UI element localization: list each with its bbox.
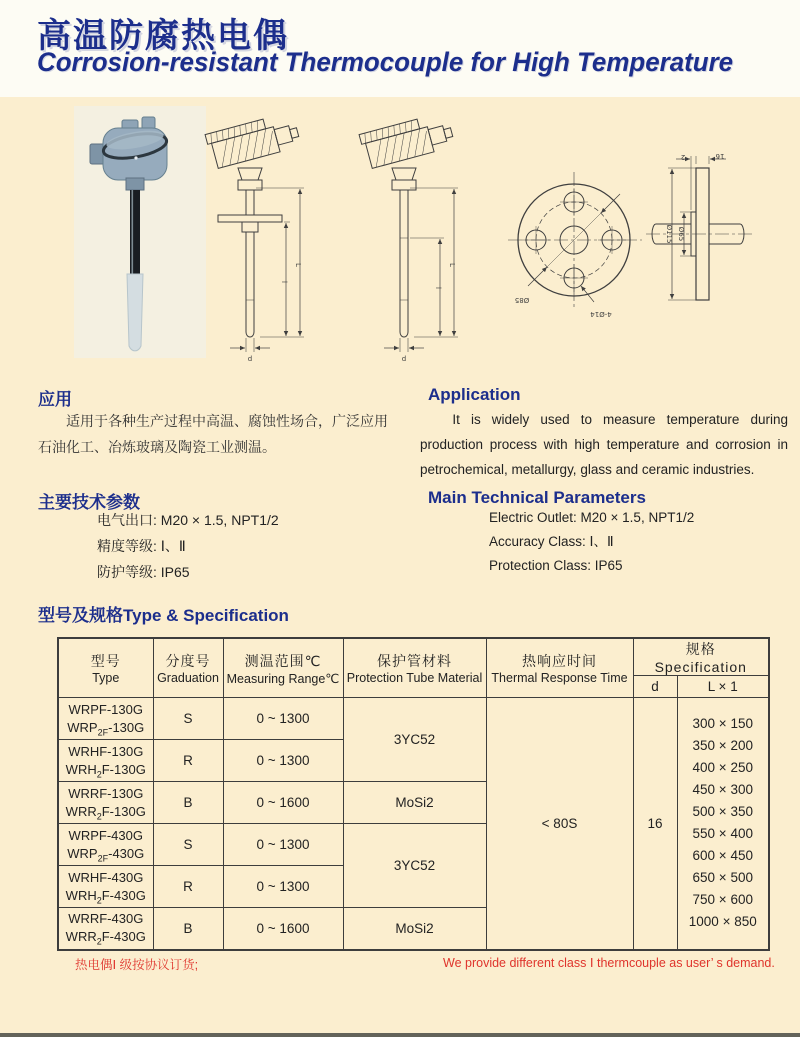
type-sub: 2 bbox=[96, 895, 102, 906]
col-type-en: Type bbox=[92, 671, 120, 685]
lx1-value: 500 × 350 bbox=[692, 804, 753, 820]
lx1-value: 300 × 150 bbox=[692, 716, 753, 732]
graduation-cell: B bbox=[153, 782, 223, 824]
dim-label-bolt-circle: Ø85 bbox=[514, 296, 530, 304]
col-header-type bbox=[58, 638, 153, 698]
dim-label-bolt-holes: 4-Ø14 bbox=[590, 310, 612, 318]
tube-material-cell: MoSi2 bbox=[343, 782, 486, 824]
lx1-value: 550 × 400 bbox=[692, 826, 753, 842]
range-cell: 0 ~ 1300 bbox=[223, 698, 343, 740]
application-body-zh: 适用于各种生产过程中高温、腐蚀性场合，广泛应用石油化工、冶炼玻璃及陶瓷工业测温。 bbox=[38, 413, 388, 455]
col-header-response bbox=[486, 638, 633, 698]
table-row bbox=[58, 698, 769, 740]
col-response-en: Thermal Response Time bbox=[491, 671, 628, 685]
col-range-en: Measuring Range℃ bbox=[226, 671, 340, 686]
lx1-value: 400 × 250 bbox=[692, 760, 753, 776]
dim-label-flange-od: Ø115 bbox=[665, 224, 673, 244]
flange-side-view-drawing bbox=[642, 148, 757, 328]
thermocouple-photo bbox=[70, 104, 210, 362]
type-line1: WRHF-130G bbox=[68, 743, 144, 759]
application-body-en: It is widely used to measure temperature during production process with high temperature and corrosion in petrochemical, metallurgy, glass and ceramic industries. bbox=[420, 412, 788, 477]
application-heading-en: Application bbox=[428, 385, 521, 404]
thermocouple-drawing bbox=[352, 110, 477, 365]
col-tube-zh: 保护管材料 bbox=[377, 653, 452, 669]
range-cell: 0 ~ 1300 bbox=[223, 824, 343, 866]
parameter-item: Electric Outlet: M20 × 1.5, NPT1/2 bbox=[489, 510, 695, 525]
col-header-specification: 规格 Specification bbox=[633, 638, 769, 676]
page-title-en: Corrosion-resistant Thermocouple for High Temperature bbox=[37, 47, 734, 77]
range-cell: 0 ~ 1300 bbox=[223, 866, 343, 908]
dim-label-d: d bbox=[247, 355, 253, 363]
spec-heading: 型号及规格Type & Specification bbox=[38, 606, 289, 625]
type-line2 bbox=[59, 887, 153, 905]
type-sub: 2F bbox=[97, 727, 109, 738]
flanged-thermocouple-drawing bbox=[198, 110, 323, 365]
parameters-list-en bbox=[489, 506, 694, 578]
parameter-item: Protection Class: IP65 bbox=[489, 558, 623, 573]
type-post: F-130G bbox=[101, 803, 146, 819]
range-cell: 0 ~ 1300 bbox=[223, 740, 343, 782]
col-header-graduation bbox=[153, 638, 223, 698]
type-line1: WRRF-430G bbox=[68, 911, 144, 927]
col-graduation-zh: 分度号 bbox=[165, 653, 211, 669]
dim-label-face-thickness: 2 bbox=[680, 153, 686, 161]
graduation-cell: B bbox=[153, 908, 223, 950]
type-pre: WRR bbox=[65, 803, 97, 819]
type-line1: WRPF-430G bbox=[68, 827, 143, 843]
application-heading-zh: 应用 bbox=[38, 390, 72, 409]
tube-material-cell: 3YC52 bbox=[343, 824, 486, 908]
graduation-cell: S bbox=[153, 698, 223, 740]
type-cell bbox=[58, 908, 153, 950]
type-cell bbox=[58, 698, 153, 740]
parameters-heading-en: Main Technical Parameters bbox=[428, 488, 646, 507]
graduation-cell: S bbox=[153, 824, 223, 866]
col-range-zh: 测温范围℃ bbox=[244, 652, 322, 669]
thermal-response-cell: < 80S bbox=[486, 698, 633, 950]
page-title-zh: 高温防腐热电偶 bbox=[37, 17, 289, 55]
range-cell: 0 ~ 1600 bbox=[223, 782, 343, 824]
type-pre: WRR bbox=[65, 929, 97, 945]
footer-note-en: We provide different class Ⅰ thermcouple as user’ s demand. bbox=[443, 956, 775, 970]
type-pre: WRP bbox=[67, 845, 98, 861]
type-line2 bbox=[59, 928, 153, 946]
graduation-cell: R bbox=[153, 740, 223, 782]
type-line1: WRPF-130G bbox=[68, 701, 143, 717]
type-line2 bbox=[59, 845, 153, 863]
col-header-lx1: L × 1 bbox=[677, 676, 769, 698]
lx1-value: 1000 × 850 bbox=[688, 914, 757, 930]
tube-material-cell: MoSi2 bbox=[343, 908, 486, 950]
dim-label-l-outer: L bbox=[294, 263, 302, 267]
lx1-values-cell bbox=[677, 698, 769, 950]
dim-label-hub-od: Ø65 bbox=[677, 226, 685, 242]
graduation-cell: R bbox=[153, 866, 223, 908]
parameter-item: 精度等级: Ⅰ、Ⅱ bbox=[97, 538, 186, 554]
parameters-list-zh bbox=[97, 507, 279, 585]
type-post: F-430G bbox=[101, 887, 146, 903]
page-bottom-edge bbox=[0, 1033, 800, 1037]
type-pre: WRP bbox=[67, 719, 98, 735]
col-header-range bbox=[223, 638, 343, 698]
type-sub: 2 bbox=[96, 811, 102, 822]
dim-label-d: d bbox=[401, 355, 407, 363]
type-post: F-430G bbox=[101, 929, 146, 945]
lx1-value: 350 × 200 bbox=[692, 738, 753, 754]
type-post: -430G bbox=[108, 845, 145, 861]
type-line2 bbox=[59, 761, 153, 779]
parameter-item: 电气出口: M20 × 1.5, NPT1/2 bbox=[97, 512, 279, 528]
spec-table bbox=[57, 637, 770, 951]
type-cell bbox=[58, 866, 153, 908]
type-line1: WRRF-130G bbox=[68, 785, 144, 801]
d-value-cell: 16 bbox=[633, 698, 677, 950]
col-header-d: d bbox=[633, 676, 677, 698]
lx1-value: 650 × 500 bbox=[692, 870, 753, 886]
lx1-value: 600 × 450 bbox=[692, 848, 753, 864]
parameter-item: Accuracy Class: Ⅰ、Ⅱ bbox=[489, 534, 614, 549]
type-sub: 2 bbox=[96, 769, 102, 780]
col-header-tube-material bbox=[343, 638, 486, 698]
dim-label-plate-thickness: 16 bbox=[715, 152, 725, 160]
parameters-heading-zh: 主要技术参数 bbox=[38, 493, 140, 512]
type-cell bbox=[58, 824, 153, 866]
col-response-zh: 热响应时间 bbox=[522, 653, 597, 669]
type-pre: WRH bbox=[65, 887, 97, 903]
dim-label-l-inner: l bbox=[434, 287, 442, 289]
col-graduation-en: Graduation bbox=[157, 671, 219, 685]
dim-label-l-inner: l bbox=[280, 281, 288, 283]
type-cell bbox=[58, 740, 153, 782]
type-cell bbox=[58, 782, 153, 824]
type-sub: 2F bbox=[97, 853, 109, 864]
type-sub: 2 bbox=[96, 936, 102, 947]
col-tube-en: Protection Tube Material bbox=[346, 671, 483, 685]
dim-label-l-outer: L bbox=[448, 263, 456, 267]
parameter-item: 防护等级: IP65 bbox=[97, 564, 190, 580]
lx1-value: 450 × 300 bbox=[692, 782, 753, 798]
type-line2 bbox=[59, 803, 153, 821]
range-cell: 0 ~ 1600 bbox=[223, 908, 343, 950]
footer-note-zh: 热电偶Ⅰ 级按协议订货; bbox=[75, 958, 199, 972]
tube-material-cell: 3YC52 bbox=[343, 698, 486, 782]
type-post: -130G bbox=[108, 719, 145, 735]
col-type-zh: 型号 bbox=[90, 653, 121, 669]
type-line2 bbox=[59, 719, 153, 737]
flange-front-view-drawing bbox=[502, 158, 652, 333]
type-pre: WRH bbox=[65, 761, 97, 777]
type-line1: WRHF-430G bbox=[68, 869, 144, 885]
lx1-value: 750 × 600 bbox=[692, 892, 753, 908]
type-post: F-130G bbox=[101, 761, 146, 777]
